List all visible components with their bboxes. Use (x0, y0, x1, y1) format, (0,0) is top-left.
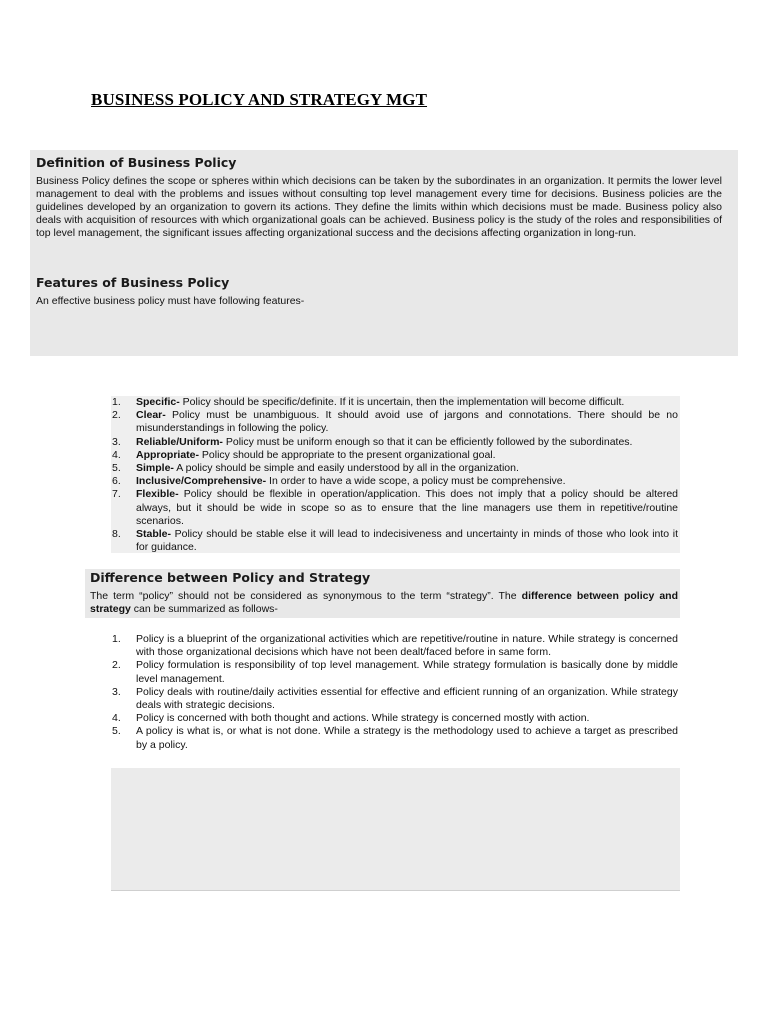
feature-text: Policy should be appropriate to the present organizational goal. (199, 448, 496, 461)
features-heading: Features of Business Policy (36, 275, 230, 290)
list-item (111, 686, 680, 712)
difference-intro (90, 590, 678, 616)
features-list (111, 396, 680, 553)
list-number: 5. (112, 462, 121, 475)
list-item (111, 475, 680, 488)
list-item (111, 462, 680, 475)
list-number: 4. (112, 448, 121, 461)
list-item (111, 488, 680, 528)
list-number: 7. (112, 488, 121, 501)
feature-text: A policy should be simple and easily understood by all in the organization. (173, 462, 519, 475)
feature-term: Inclusive/Comprehensive- (136, 475, 267, 488)
list-number: 1. (112, 633, 121, 645)
list-number: 6. (112, 475, 121, 488)
feature-term: Specific- (136, 396, 180, 408)
feature-text: Policy must be uniform enough so that it can be efficiently followed by the subordinates. (222, 435, 633, 448)
difference-intro-bold: difference between policy and strategy (90, 590, 678, 615)
list-item (111, 659, 680, 685)
feature-text: Policy must be unambiguous. It should avoid use of jargons and connotations. There should be no misunderstandings in following the policy. (136, 409, 678, 435)
list-number: 8. (112, 528, 121, 541)
list-number: 1. (112, 396, 121, 408)
difference-intro-end: can be summarized as follows- (130, 603, 278, 615)
difference-text: Policy formulation is responsibility of top level management. While strategy formulation is basically done by middle level management. (136, 659, 678, 685)
difference-text: Policy is a blueprint of the organizational activities which are repetitive/routine in nature. While strategy is concerned with those organizational decisions which have not been dealt/faced before in same form. (136, 633, 678, 659)
list-item (111, 436, 680, 449)
difference-text: Policy deals with routine/daily activities essential for effective and efficient running of an organization. While strategy deals with strategic decisions. (136, 685, 678, 712)
difference-list (111, 633, 680, 752)
list-number: 4. (112, 712, 121, 725)
list-number: 3. (112, 685, 121, 698)
blank-shaded-box (111, 768, 680, 891)
feature-term: Stable- (136, 528, 172, 541)
list-item (111, 409, 680, 435)
list-number: 5. (112, 725, 121, 738)
list-item (111, 528, 680, 554)
feature-term: Appropriate- (136, 448, 199, 461)
feature-text: Policy should be flexible in operation/application. This does not imply that a policy should be altered always, but it should be wide in scope so as to ensure that the line managers use them in repetitive/routine scenarios. (136, 488, 678, 527)
difference-text: A policy is what is, or what is not done. While a strategy is the methodology used to achieve a target as prescribed by a policy. (136, 725, 678, 751)
definition-section (30, 150, 738, 356)
feature-term: Flexible- (136, 488, 179, 501)
difference-intro-start: The term “policy” should not be considered as synonymous to the term “strategy”. The (90, 590, 522, 602)
definition-heading: Definition of Business Policy (36, 155, 237, 170)
feature-term: Simple- (136, 462, 174, 475)
list-item (111, 725, 680, 751)
feature-text: Policy should be specific/definite. If it is uncertain, then the implementation will become difficult. (179, 396, 625, 408)
list-number: 2. (112, 409, 121, 422)
list-number: 2. (112, 659, 121, 672)
document-title: BUSINESS POLICY AND STRATEGY MGT (91, 90, 428, 109)
feature-text: In order to have a wide scope, a policy must be comprehensive. (266, 475, 566, 488)
feature-text: Policy should be stable else it will lead to indecisiveness and uncertainty in minds of those who look into it for guidance. (136, 528, 678, 554)
list-item (111, 396, 680, 409)
list-item (111, 633, 680, 659)
feature-term: Clear- (136, 409, 166, 422)
feature-term: Reliable/Uniform- (136, 435, 223, 448)
list-number: 3. (112, 435, 121, 448)
features-intro: An effective business policy must have following features- (36, 295, 305, 307)
difference-heading: Difference between Policy and Strategy (90, 570, 371, 585)
definition-paragraph: Business Policy defines the scope or spheres within which decisions can be taken by the subordinates in an organization. It permits the lower level management to deal with the problems and issues without consulting top level management every time for decisions. Business policies are the guidelines developed by an organization to govern its actions. They define the limits within which decisions must be made. Business policy also deals with acquisition of resources with which organizational goals can be achieved. Business policy is the study of the roles and responsibilities of top level management, the significant issues affecting organizational success and the decisions affecting organization in long-run. (36, 175, 722, 239)
list-item (111, 449, 680, 462)
difference-section (85, 569, 680, 618)
difference-text: Policy is concerned with both thought and actions. While strategy is concerned mostly with action. (136, 712, 590, 725)
list-item (111, 712, 680, 725)
